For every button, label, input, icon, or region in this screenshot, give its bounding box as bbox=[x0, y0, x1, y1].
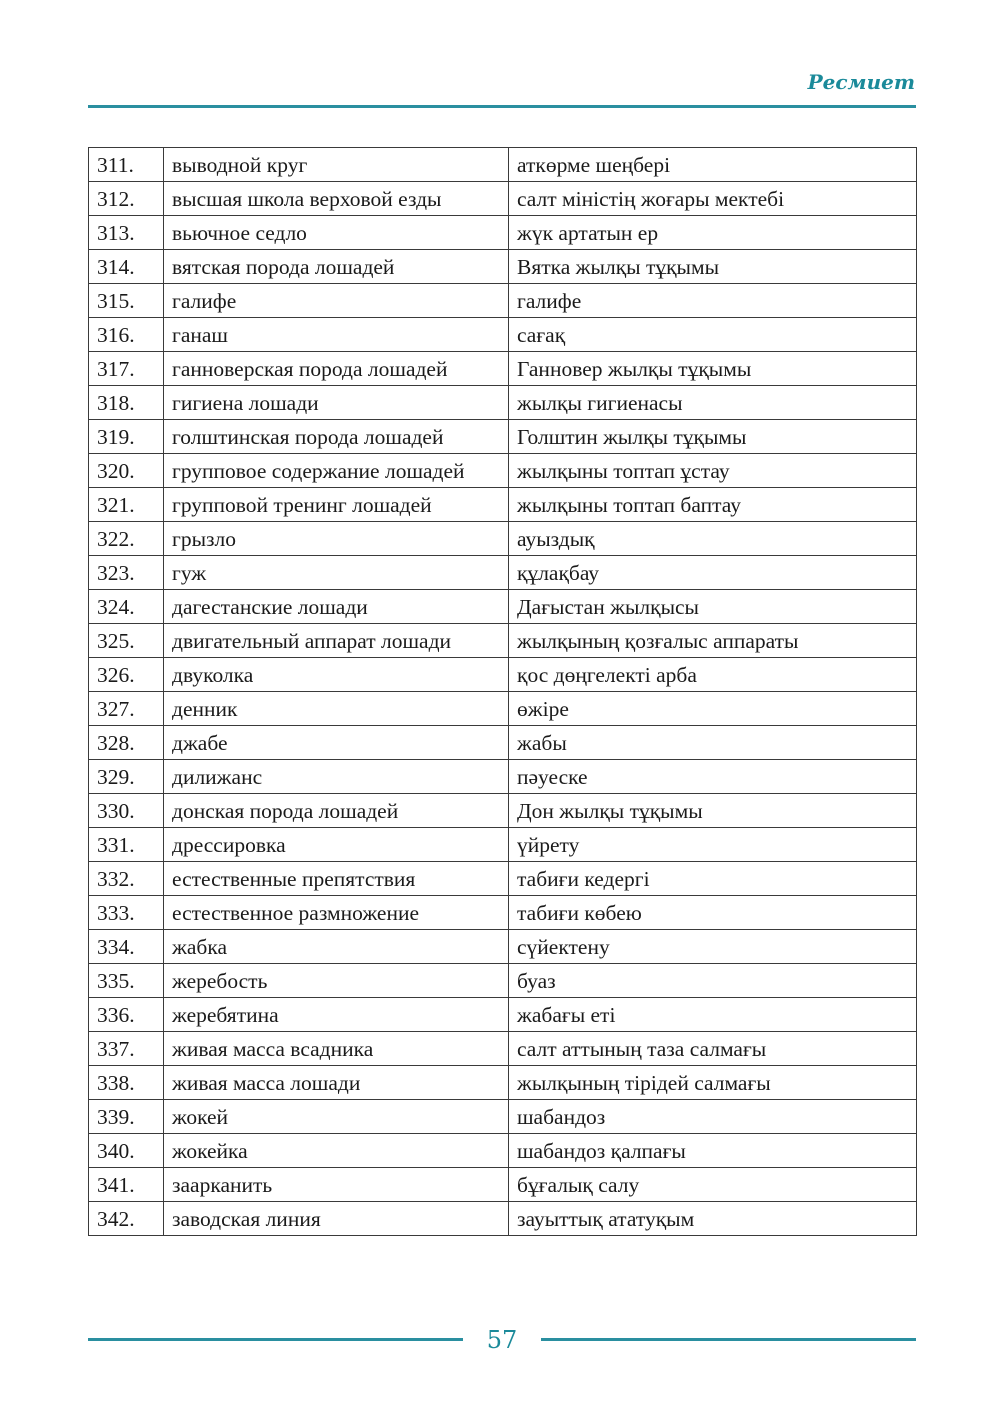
entry-number: 316. bbox=[89, 318, 164, 352]
entry-number: 330. bbox=[89, 794, 164, 828]
kazakh-term: галифе bbox=[509, 284, 917, 318]
table-row bbox=[89, 386, 917, 420]
table-row bbox=[89, 930, 917, 964]
kazakh-term: Голштин жылқы тұқымы bbox=[509, 420, 917, 454]
table-row bbox=[89, 318, 917, 352]
russian-term: гуж bbox=[164, 556, 509, 590]
russian-term: двигательный аппарат лошади bbox=[164, 624, 509, 658]
entry-number: 331. bbox=[89, 828, 164, 862]
table-row bbox=[89, 284, 917, 318]
table-row bbox=[89, 590, 917, 624]
entry-number: 313. bbox=[89, 216, 164, 250]
russian-term: выводной круг bbox=[164, 148, 509, 182]
table-row bbox=[89, 760, 917, 794]
entry-number: 319. bbox=[89, 420, 164, 454]
footer-divider-right bbox=[541, 1338, 916, 1341]
russian-term: заарканить bbox=[164, 1168, 509, 1202]
table-row bbox=[89, 726, 917, 760]
russian-term: джабе bbox=[164, 726, 509, 760]
kazakh-term: Дон жылқы тұқымы bbox=[509, 794, 917, 828]
kazakh-term: жылқыны топтап баптау bbox=[509, 488, 917, 522]
kazakh-term: Вятка жылқы тұқымы bbox=[509, 250, 917, 284]
table-row bbox=[89, 964, 917, 998]
kazakh-term: жылқы гигиенасы bbox=[509, 386, 917, 420]
table-row bbox=[89, 1134, 917, 1168]
entry-number: 318. bbox=[89, 386, 164, 420]
entry-number: 314. bbox=[89, 250, 164, 284]
kazakh-term: ауыздық bbox=[509, 522, 917, 556]
entry-number: 340. bbox=[89, 1134, 164, 1168]
russian-term: дагестанские лошади bbox=[164, 590, 509, 624]
entry-number: 311. bbox=[89, 148, 164, 182]
entry-number: 329. bbox=[89, 760, 164, 794]
kazakh-term: сағақ bbox=[509, 318, 917, 352]
entry-number: 321. bbox=[89, 488, 164, 522]
entry-number: 335. bbox=[89, 964, 164, 998]
russian-term: жеребость bbox=[164, 964, 509, 998]
russian-term: жокей bbox=[164, 1100, 509, 1134]
entry-number: 342. bbox=[89, 1202, 164, 1236]
entry-number: 325. bbox=[89, 624, 164, 658]
russian-term: жабка bbox=[164, 930, 509, 964]
table-row bbox=[89, 1168, 917, 1202]
russian-term: донская порода лошадей bbox=[164, 794, 509, 828]
kazakh-term: буаз bbox=[509, 964, 917, 998]
russian-term: естественные препятствия bbox=[164, 862, 509, 896]
entry-number: 332. bbox=[89, 862, 164, 896]
kazakh-term: бұғалық салу bbox=[509, 1168, 917, 1202]
russian-term: галифе bbox=[164, 284, 509, 318]
table-row bbox=[89, 556, 917, 590]
entry-number: 326. bbox=[89, 658, 164, 692]
entry-number: 334. bbox=[89, 930, 164, 964]
table-row bbox=[89, 488, 917, 522]
russian-term: жеребятина bbox=[164, 998, 509, 1032]
table-row bbox=[89, 182, 917, 216]
kazakh-term: салт аттының таза салмағы bbox=[509, 1032, 917, 1066]
table-row bbox=[89, 624, 917, 658]
russian-term: высшая школа верховой езды bbox=[164, 182, 509, 216]
table-row bbox=[89, 420, 917, 454]
entry-number: 323. bbox=[89, 556, 164, 590]
kazakh-term: табиғи кедергі bbox=[509, 862, 917, 896]
russian-term: жокейка bbox=[164, 1134, 509, 1168]
table-row bbox=[89, 998, 917, 1032]
russian-term: дилижанс bbox=[164, 760, 509, 794]
table-row bbox=[89, 454, 917, 488]
entry-number: 320. bbox=[89, 454, 164, 488]
table-row bbox=[89, 1032, 917, 1066]
running-head-title: Ресмиет bbox=[807, 70, 915, 94]
kazakh-term: жүк артатын ер bbox=[509, 216, 917, 250]
russian-term: групповой тренинг лошадей bbox=[164, 488, 509, 522]
kazakh-term: шабандоз bbox=[509, 1100, 917, 1134]
russian-term: ганаш bbox=[164, 318, 509, 352]
kazakh-term: жылқының тірідей салмағы bbox=[509, 1066, 917, 1100]
kazakh-term: Дағыстан жылқысы bbox=[509, 590, 917, 624]
entry-number: 337. bbox=[89, 1032, 164, 1066]
kazakh-term: құлақбау bbox=[509, 556, 917, 590]
table-row bbox=[89, 896, 917, 930]
entry-number: 338. bbox=[89, 1066, 164, 1100]
entry-number: 322. bbox=[89, 522, 164, 556]
kazakh-term: зауыттық ататуқым bbox=[509, 1202, 917, 1236]
table-row bbox=[89, 522, 917, 556]
entry-number: 315. bbox=[89, 284, 164, 318]
russian-term: живая масса всадника bbox=[164, 1032, 509, 1066]
entry-number: 317. bbox=[89, 352, 164, 386]
kazakh-term: шабандоз қалпағы bbox=[509, 1134, 917, 1168]
kazakh-term: салт міністің жоғары мектебі bbox=[509, 182, 917, 216]
table-row bbox=[89, 148, 917, 182]
russian-term: гигиена лошади bbox=[164, 386, 509, 420]
table-row bbox=[89, 658, 917, 692]
table-row bbox=[89, 1202, 917, 1236]
entry-number: 333. bbox=[89, 896, 164, 930]
entry-number: 324. bbox=[89, 590, 164, 624]
russian-term: дрессировка bbox=[164, 828, 509, 862]
table-row bbox=[89, 1100, 917, 1134]
kazakh-term: жабағы еті bbox=[509, 998, 917, 1032]
footer-divider-left bbox=[88, 1338, 463, 1341]
russian-term: естественное размножение bbox=[164, 896, 509, 930]
russian-term: грызло bbox=[164, 522, 509, 556]
table-row bbox=[89, 250, 917, 284]
russian-term: заводская линия bbox=[164, 1202, 509, 1236]
kazakh-term: пәуеске bbox=[509, 760, 917, 794]
kazakh-term: үйрету bbox=[509, 828, 917, 862]
entry-number: 336. bbox=[89, 998, 164, 1032]
kazakh-term: жылқыны топтап ұстау bbox=[509, 454, 917, 488]
kazakh-term: қос дөңгелекті арба bbox=[509, 658, 917, 692]
russian-term: голштинская порода лошадей bbox=[164, 420, 509, 454]
entry-number: 327. bbox=[89, 692, 164, 726]
russian-term: вьючное седло bbox=[164, 216, 509, 250]
kazakh-term: табиғи көбею bbox=[509, 896, 917, 930]
entry-number: 328. bbox=[89, 726, 164, 760]
entry-number: 339. bbox=[89, 1100, 164, 1134]
kazakh-term: сүйектену bbox=[509, 930, 917, 964]
kazakh-term: аткөрме шеңбері bbox=[509, 148, 917, 182]
table-row bbox=[89, 692, 917, 726]
glossary-table-body bbox=[89, 148, 917, 1236]
table-row bbox=[89, 862, 917, 896]
russian-term: вятская порода лошадей bbox=[164, 250, 509, 284]
kazakh-term: өжіре bbox=[509, 692, 917, 726]
russian-term: ганноверская порода лошадей bbox=[164, 352, 509, 386]
entry-number: 341. bbox=[89, 1168, 164, 1202]
table-row bbox=[89, 1066, 917, 1100]
table-row bbox=[89, 352, 917, 386]
russian-term: денник bbox=[164, 692, 509, 726]
kazakh-term: жабы bbox=[509, 726, 917, 760]
table-row bbox=[89, 828, 917, 862]
glossary-table bbox=[88, 147, 917, 1236]
table-row bbox=[89, 216, 917, 250]
page-number: 57 bbox=[486, 1326, 518, 1354]
header-divider bbox=[88, 105, 916, 108]
kazakh-term: жылқының қозғалыс аппараты bbox=[509, 624, 917, 658]
kazakh-term: Ганновер жылқы тұқымы bbox=[509, 352, 917, 386]
table-row bbox=[89, 794, 917, 828]
russian-term: живая масса лошади bbox=[164, 1066, 509, 1100]
entry-number: 312. bbox=[89, 182, 164, 216]
russian-term: групповое содержание лошадей bbox=[164, 454, 509, 488]
russian-term: двуколка bbox=[164, 658, 509, 692]
